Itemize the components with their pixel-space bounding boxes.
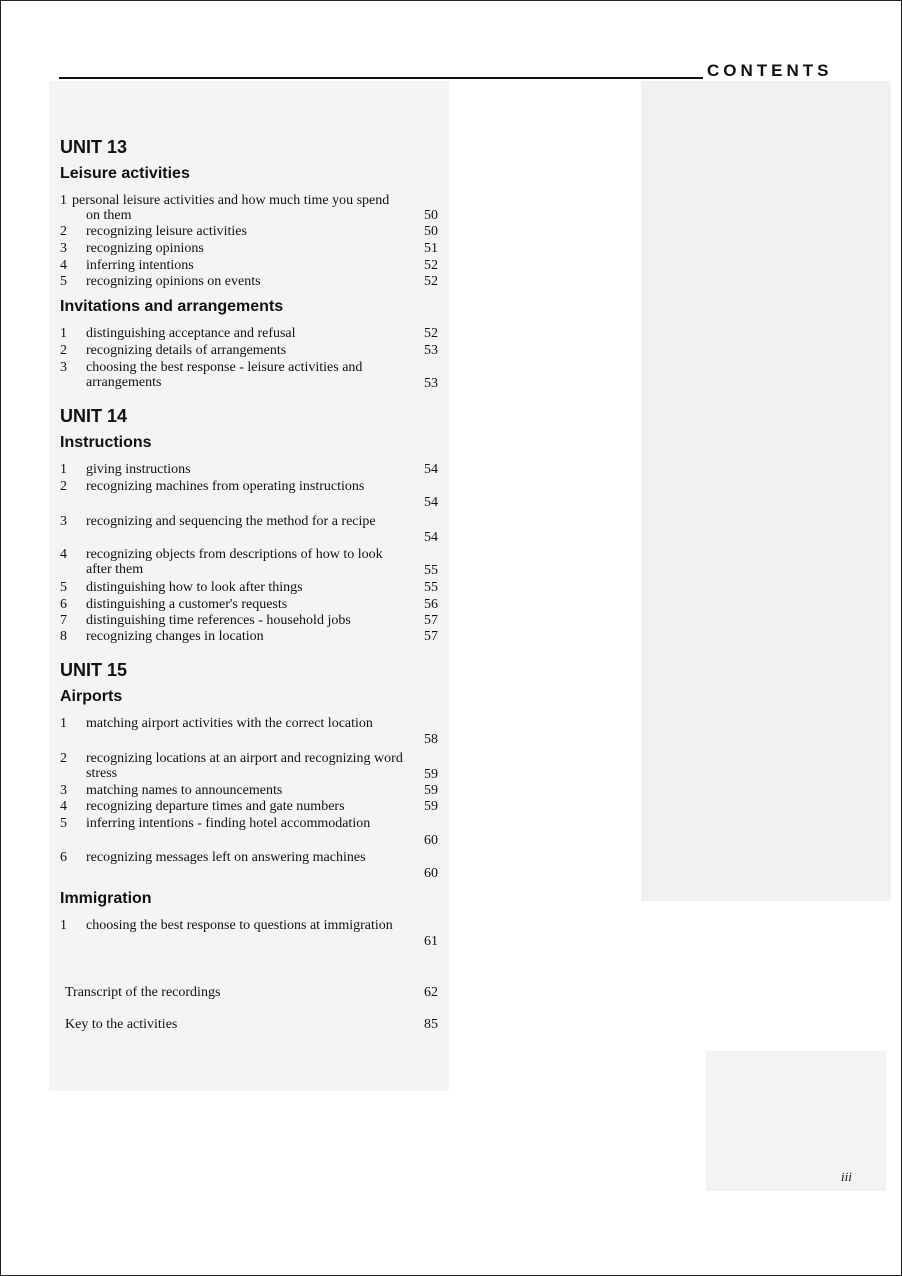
entry-page: 52 — [424, 258, 438, 273]
entry-text: recognizing objects from descriptions of how to look after them — [86, 547, 383, 577]
toc-entry — [60, 783, 438, 798]
entry-page: 55 — [424, 563, 438, 578]
entry-number: 6 — [60, 850, 67, 865]
entry-text: giving instructions — [86, 462, 191, 477]
entry-text: recognizing departure times and gate numbers — [86, 799, 345, 814]
toc-entry — [60, 918, 438, 948]
toc-entry — [60, 479, 438, 509]
entry-page: 60 — [424, 833, 438, 848]
page-title: CONTENTS — [707, 61, 833, 80]
entry-text: personal leisure activities and how much time you spend on them — [72, 193, 390, 223]
toc-entry — [60, 326, 438, 341]
page-number: iii — [841, 1169, 852, 1184]
entry-number: 3 — [60, 514, 67, 529]
entry-text: choosing the best response - leisure activities and arrangements — [86, 360, 363, 390]
entry-page: 60 — [424, 866, 438, 881]
entry-number: 3 — [60, 241, 67, 256]
toc-entry — [60, 193, 438, 223]
entry-number: 1 — [60, 326, 67, 341]
section-heading: Immigration — [60, 890, 152, 907]
toc-entry-key — [65, 1017, 438, 1033]
toc-entry — [60, 462, 438, 477]
entry-page: 54 — [424, 530, 438, 545]
entry-text: recognizing machines from operating instructions — [86, 479, 365, 494]
toc-entry — [60, 258, 438, 273]
entry-page: 57 — [424, 629, 438, 644]
entry-page: 58 — [424, 732, 438, 747]
toc-entry — [60, 613, 438, 628]
toc-entry — [60, 580, 438, 595]
toc-entry — [60, 850, 438, 880]
unit-heading: UNIT 15 — [60, 660, 128, 680]
entry-text: recognizing and sequencing the method for a recipe — [86, 514, 376, 529]
entry-text: inferring intentions — [86, 258, 194, 273]
entry-page: 53 — [424, 376, 438, 391]
entry-number: 1 — [60, 462, 67, 477]
section-heading: Airports — [60, 688, 123, 705]
entry-number: 1 — [60, 193, 67, 208]
entry-text: Key to the activities — [65, 1017, 178, 1032]
toc-entry — [60, 799, 438, 814]
entry-page: 61 — [424, 934, 438, 949]
entry-number: 2 — [60, 479, 67, 494]
entry-text: recognizing locations at an airport and recognizing word stress — [86, 751, 403, 781]
entry-number: 2 — [60, 343, 67, 358]
entry-number: 5 — [60, 816, 67, 831]
entry-page: 54 — [424, 462, 438, 477]
entry-text: recognizing leisure activities — [86, 224, 247, 239]
entry-text: recognizing messages left on answering machines — [86, 850, 366, 865]
entry-number: 3 — [60, 360, 67, 375]
section-heading: Invitations and arrangements — [60, 298, 284, 315]
entry-page: 51 — [424, 241, 438, 256]
entry-page: 85 — [424, 1017, 438, 1032]
toc-entry — [60, 629, 438, 644]
toc-entry — [60, 816, 438, 846]
entry-text: recognizing details of arrangements — [86, 343, 287, 358]
entry-page: 59 — [424, 783, 438, 798]
toc-entry — [60, 514, 438, 544]
toc-entry — [60, 547, 438, 577]
entry-number: 5 — [60, 274, 67, 289]
section-heading: Leisure activities — [60, 165, 190, 182]
entry-text: recognizing changes in location — [86, 629, 264, 644]
entry-page: 52 — [424, 326, 438, 341]
toc-entry — [60, 274, 438, 289]
toc-entry — [60, 241, 438, 256]
entry-text: distinguishing acceptance and refusal — [86, 326, 296, 341]
unit-heading: UNIT 13 — [60, 137, 128, 157]
entry-page: 56 — [424, 597, 438, 612]
entry-text: matching names to announcements — [86, 783, 283, 798]
bleed-through-shade — [706, 1051, 886, 1191]
entry-text: choosing the best response to questions at immigration — [86, 918, 393, 933]
toc-entry — [60, 360, 438, 390]
entry-text: recognizing opinions on events — [86, 274, 261, 289]
toc-entry — [60, 716, 438, 746]
entry-text: inferring intentions - finding hotel accommodation — [86, 816, 371, 831]
entry-number: 6 — [60, 597, 67, 612]
entry-text: distinguishing a customer's requests — [86, 597, 288, 612]
entry-number: 3 — [60, 783, 67, 798]
entry-number: 4 — [60, 258, 67, 273]
entry-number: 8 — [60, 629, 67, 644]
toc-entry-transcript — [65, 985, 438, 1001]
entry-page: 50 — [424, 208, 438, 223]
entry-text: Transcript of the recordings — [65, 985, 221, 1000]
section-heading: Instructions — [60, 434, 152, 451]
bleed-through-shade — [641, 81, 891, 901]
header-rule — [59, 77, 703, 79]
toc-entry — [60, 224, 438, 239]
entry-text: recognizing opinions — [86, 241, 204, 256]
entry-page: 52 — [424, 274, 438, 289]
unit-heading: UNIT 14 — [60, 406, 128, 426]
toc-entry — [60, 343, 438, 358]
entry-page: 59 — [424, 767, 438, 782]
toc-entry — [60, 597, 438, 612]
entry-text: matching airport activities with the correct location — [86, 716, 373, 731]
entry-number: 1 — [60, 918, 67, 933]
entry-page: 54 — [424, 495, 438, 510]
entry-text: distinguishing how to look after things — [86, 580, 303, 595]
entry-page: 53 — [424, 343, 438, 358]
entry-page: 59 — [424, 799, 438, 814]
entry-number: 1 — [60, 716, 67, 731]
entry-text: distinguishing time references - household jobs — [86, 613, 351, 628]
entry-number: 2 — [60, 751, 67, 766]
entry-page: 50 — [424, 224, 438, 239]
entry-page: 57 — [424, 613, 438, 628]
entry-page: 55 — [424, 580, 438, 595]
entry-number: 2 — [60, 224, 67, 239]
entry-number: 7 — [60, 613, 67, 628]
entry-number: 4 — [60, 799, 67, 814]
entry-page: 62 — [424, 985, 438, 1000]
entry-number: 4 — [60, 547, 67, 562]
entry-number: 5 — [60, 580, 67, 595]
toc-entry — [60, 751, 438, 781]
